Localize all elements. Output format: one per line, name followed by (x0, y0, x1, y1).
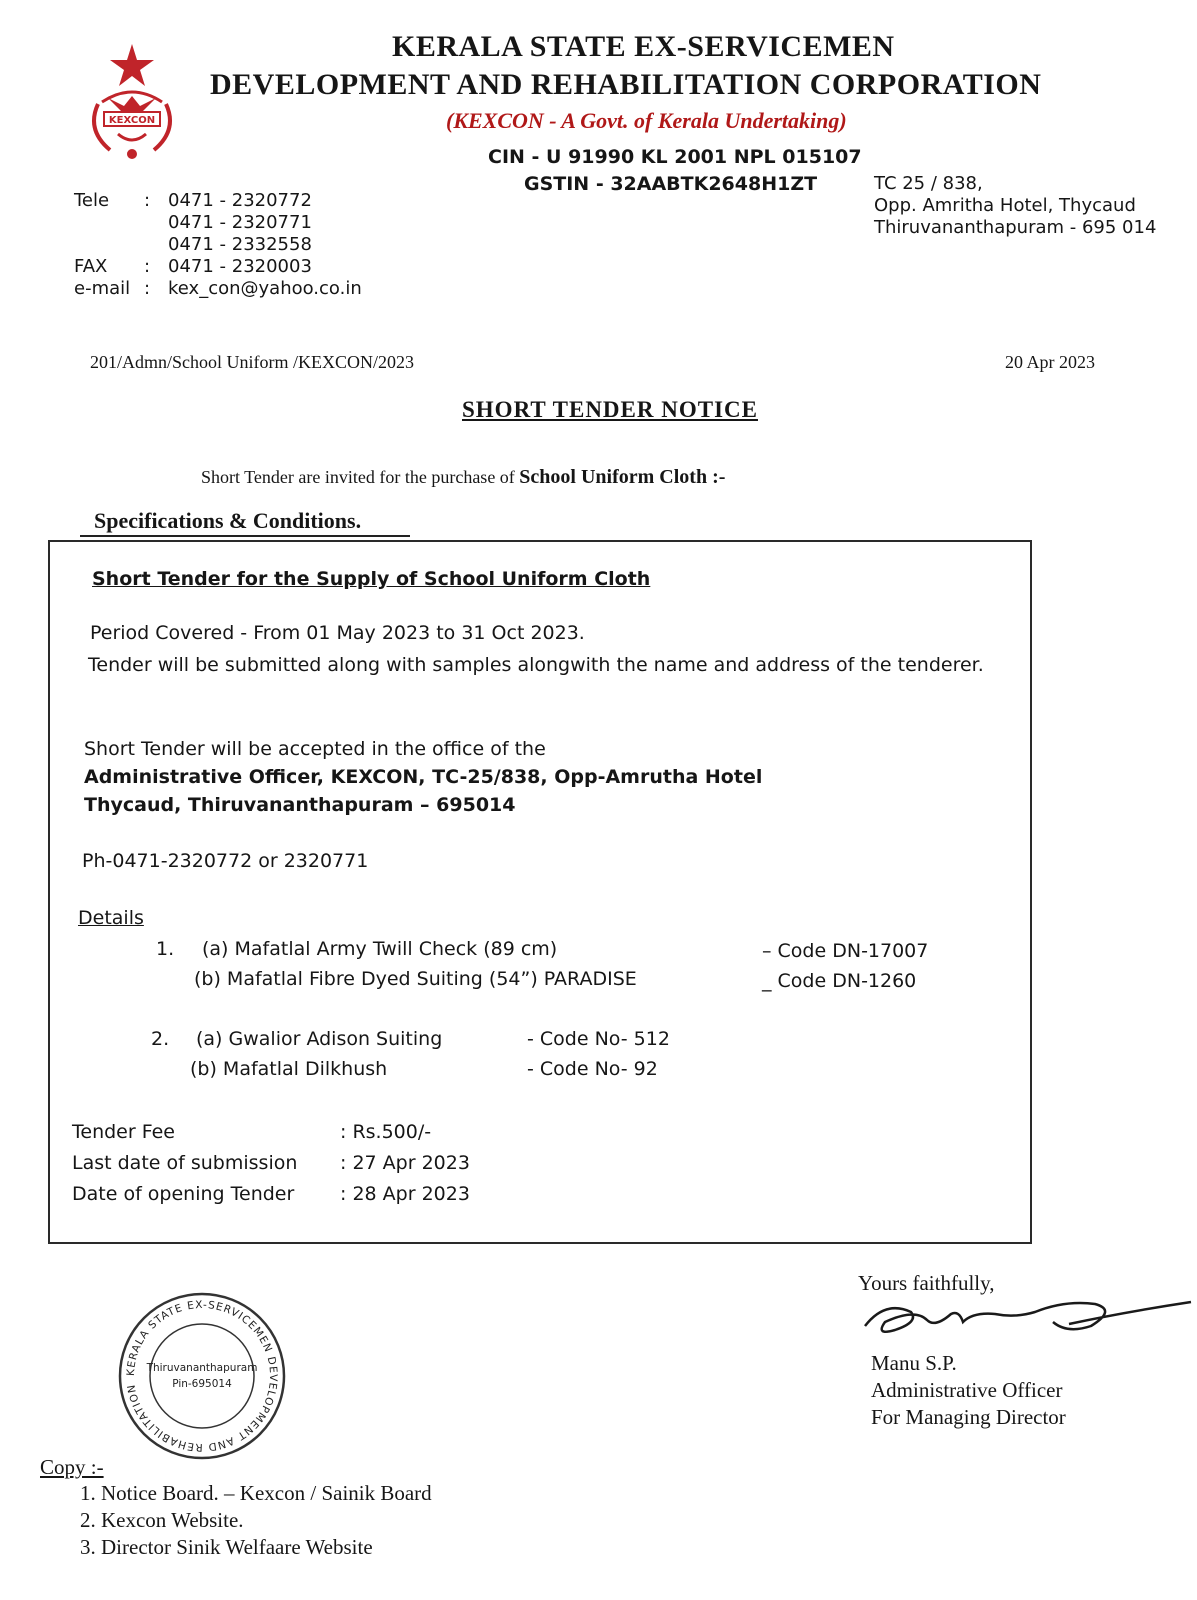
submission-instructions: Tender will be submitted along with samples alongwith the name and address of the tenderer. (88, 654, 984, 676)
tele-number: 0471 - 2320772 (168, 190, 312, 211)
spec-underline (80, 535, 410, 537)
signatory-block (871, 1350, 1066, 1431)
box-title: Short Tender for the Supply of School Uniform Cloth (92, 568, 651, 590)
colon: : (144, 278, 151, 299)
item-1a-code: – Code DN-17007 (762, 940, 929, 962)
accept-address-line2: Thycaud, Thiruvananthapuram – 695014 (84, 794, 516, 816)
fee-label: Tender Fee (72, 1121, 175, 1143)
fee-table (72, 1117, 470, 1210)
fee-label: Last date of submission (72, 1152, 298, 1174)
item-2a: (a) Gwalior Adison Suiting (196, 1028, 443, 1050)
fee-value: : 27 Apr 2023 (340, 1152, 470, 1174)
email-label: e-mail (74, 278, 131, 299)
seal-ring-text: KERALA STATE EX-SERVICEMEN DEVELOPMENT AND REHABILITATION (124, 1298, 280, 1454)
colon: : (144, 256, 151, 277)
kexcon-logo (80, 42, 192, 171)
copy-label: Copy :- (40, 1455, 104, 1479)
fee-value: : 28 Apr 2023 (340, 1183, 470, 1205)
item-number: 2. (151, 1028, 170, 1050)
office-address (874, 173, 1156, 239)
item-1b-code: _ Code DN-1260 (762, 970, 917, 992)
address-line: Opp. Amritha Hotel, Thycaud (874, 195, 1136, 216)
fax-label: FAX (74, 256, 108, 277)
org-name-line1: KERALA STATE EX-SERVICEMEN (392, 30, 895, 63)
item-number: 1. (156, 938, 175, 960)
tele-label: Tele (74, 190, 110, 211)
colon: : (144, 190, 151, 211)
item-1a: (a) Mafatlal Army Twill Check (89 cm) (202, 938, 558, 960)
acceptance-office (84, 735, 762, 819)
seal-city: Thiruvananthapuram (146, 1362, 258, 1374)
copy-item: 1. Notice Board. – Kexcon / Sainik Board (80, 1481, 432, 1505)
details-label: Details (78, 907, 144, 929)
intro-line (201, 466, 725, 489)
contact-block (74, 190, 362, 300)
item-2b: (b) Mafatlal Dilkhush (190, 1058, 388, 1080)
copy-item: 2. Kexcon Website. (80, 1508, 244, 1532)
intro-bold: School Uniform Cloth :- (519, 466, 726, 488)
email-address: kex_con@yahoo.co.in (168, 278, 362, 299)
reference-number: 201/Admn/School Uniform /KEXCON/2023 (90, 352, 414, 372)
tele-number: 0471 - 2320771 (168, 212, 312, 233)
tele-number: 0471 - 2332558 (168, 234, 312, 255)
address-line: Thiruvananthapuram - 695 014 (874, 217, 1157, 238)
phone-line: Ph-0471-2320772 or 2320771 (82, 850, 369, 872)
copy-list (80, 1480, 432, 1561)
signatory-designation: Administrative Officer (871, 1378, 1063, 1402)
org-name-line2: DEVELOPMENT AND REHABILITATION CORPORATION (210, 68, 1042, 101)
fee-label: Date of opening Tender (72, 1183, 295, 1205)
gstin-number: GSTIN - 32AABTK2648H1ZT (524, 173, 818, 195)
notice-date: 20 Apr 2023 (1005, 352, 1095, 372)
seal-pin: Pin-695014 (172, 1378, 232, 1390)
signatory-name: Manu S.P. (871, 1351, 957, 1375)
accept-line: Short Tender will be accepted in the office of the (84, 738, 546, 760)
office-seal (112, 1291, 292, 1466)
item-2a-code: - Code No- 512 (527, 1028, 670, 1050)
accept-address-line1: Administrative Officer, KEXCON, TC-25/838, Opp-Amrutha Hotel (84, 766, 763, 788)
item-1b: (b) Mafatlal Fibre Dyed Suiting (54”) PARADISE (194, 968, 637, 990)
copy-item: 3. Director Sinik Welfaare Website (80, 1535, 373, 1559)
intro-text: Short Tender are invited for the purchase of (201, 467, 515, 487)
svg-text:KEXCON: KEXCON (108, 115, 156, 126)
govt-undertaking-line: (KEXCON - A Govt. of Kerala Undertaking) (446, 108, 847, 133)
notice-title: SHORT TENDER NOTICE (462, 397, 758, 422)
address-line: TC 25 / 838, (874, 173, 983, 194)
fee-value: : Rs.500/- (340, 1121, 432, 1143)
cin-number: CIN - U 91990 KL 2001 NPL 015107 (488, 146, 862, 168)
period-covered: Period Covered - From 01 May 2023 to 31 Oct 2023. (90, 622, 585, 644)
yours-faithfully: Yours faithfully, (858, 1271, 995, 1295)
spec-heading: Specifications & Conditions. (94, 508, 362, 533)
fax-number: 0471 - 2320003 (168, 256, 312, 277)
signatory-for: For Managing Director (871, 1405, 1066, 1429)
item-2b-code: - Code No- 92 (527, 1058, 658, 1080)
signature (855, 1292, 1195, 1357)
